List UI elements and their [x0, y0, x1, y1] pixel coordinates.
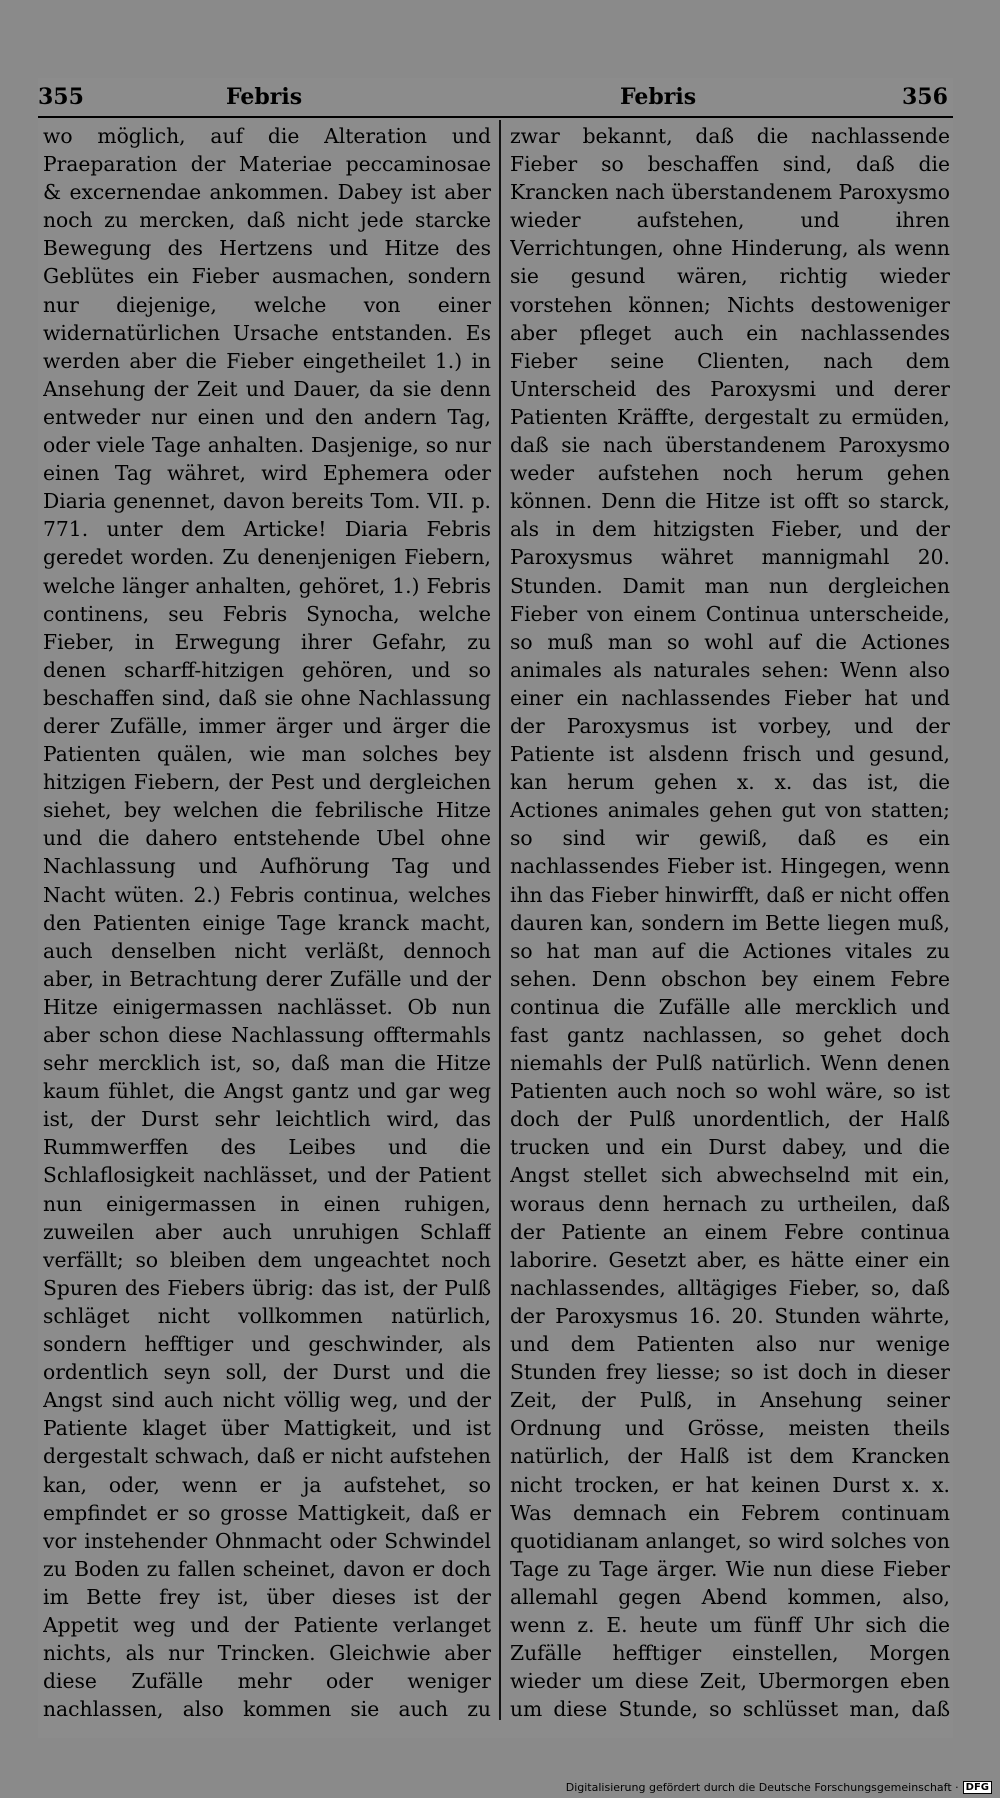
- right-page-number: 356: [902, 84, 948, 110]
- page-header: [38, 84, 953, 114]
- left-page-number: 355: [38, 84, 84, 110]
- dfg-logo: DFG: [963, 1781, 992, 1794]
- left-column-text: wo möglich, auf die Alteration und Praeparation der Materiae peccaminosae & excernendae ankommen. Dabey ist aber noch zu mercken, daß nicht jede starcke Bewegung des Hertzens und Hitze des Geblütes ein Fieber ausmachen, sondern nur diejenige, welche von einer widernatürlichen Ursache entstanden. Es werden aber die Fieber eingetheilet 1.) in Ansehung der Zeit und Dauer, da sie denn entweder nur einen und den andern Tag, oder viele Tage anhalten. Dasjenige, so nur einen Tag währet, wird Ephemera oder Diaria genennet, davon bereits Tom. VII. p. 771. unter dem Articke! Diaria Febris geredet worden. Zu denenjenigen Fiebern, welche länger anhalten, gehöret, 1.) Febris continens, seu Febris Synocha, welche Fieber, in Erwegung ihrer Gefahr, zu denen scharff-hitzigen gehören, und so beschaffen sind, daß sie ohne Nachlassung derer Zufälle, immer ärger und ärger die Patienten quälen, wie man solches bey hitzigen Fiebern, der Pest und dergleichen siehet, bey welchen die febrilische Hitze und die dahero entstehende Ubel ohne Nachlassung und Aufhörung Tag und Nacht wüten. 2.) Febris continua, welches den Patienten einige Tage kranck macht, auch denselben nicht verläßt, dennoch aber, in Betrachtung derer Zufälle und der Hitze einigermassen nachlässet. Ob nun aber schon diese Nachlassung offtermahls sehr mercklich ist, so, daß man die Hitze kaum fühlet, die Angst gantz und gar weg ist, der Durst sehr leichtlich wird, das Rummwerffen des Leibes und die Schlaflosigkeit nachlässet, und der Patient nun einigermassen in einen ruhigen, zuweilen aber auch unruhigen Schlaff verfällt; so bleiben dem ungeachtet noch Spuren des Fiebers übrig: das ist, der Pulß schläget nicht vollkommen natürlich, sondern hefftiger und geschwinder, als ordentlich seyn soll, der Durst und die Angst sind auch nicht völlig weg, und der Patiente klaget über Mattigkeit, und ist dergestalt schwach, daß er nicht aufstehen kan, oder, wenn er ja aufstehet, so empfindet er so grosse Mattigkeit, daß er vor instehender Ohnmacht oder Schwindel zu Boden zu fallen scheinet, davon er doch im Bette frey ist, über dieses ist der Appetit weg und der Patiente verlanget nichts, als nur Trincken. Gleichwie aber diese Zufälle mehr oder weniger nachlassen, also kommen sie auch zu: [43, 124, 491, 1722]
- right-running-title: Febris: [620, 84, 697, 110]
- header-rule: [38, 116, 953, 118]
- right-column: [510, 122, 950, 1722]
- right-column-text: zwar bekannt, daß die nachlassende Fieber so beschaffen sind, daß die Krancken nach überstandenem Paroxysmo wieder aufstehen, und ihren Verrichtungen, ohne Hinderung, als wenn sie gesund wären, richtig wieder vorstehen können; Nichts destoweniger aber pfleget auch ein nachlassendes Fieber seine Clienten, nach dem Unterscheid des Paroxysmi und derer Patienten Kräffte, dergestalt zu ermüden, daß sie nach überstandenem Paroxysmo weder aufstehen noch herum gehen können. Denn die Hitze ist offt so starck, als in dem hitzigsten Fieber, und der Paroxysmus währet mannigmahl 20. Stunden. Damit man nun dergleichen Fieber von einem Continua unterscheide, so muß man so wohl auf die Actiones animales als naturales sehen: Wenn also einer ein nachlassendes Fieber hat und der Paroxysmus ist vorbey, und der Patiente ist alsdenn frisch und gesund, kan herum gehen x. x. das ist, die Actiones animales gehen gut von statten; so sind wir gewiß, daß es ein nachlassendes Fieber ist. Hingegen, wenn ihn das Fieber hinwirfft, daß er nicht offen dauren kan, sondern im Bette liegen muß, so hat man auf die Actiones vitales zu sehen. Denn obschon bey einem Febre continua die Zufälle alle mercklich und fast gantz nachlassen, so gehet doch niemahls der Pulß natürlich. Wenn denen Patienten auch noch so wohl wäre, so ist doch der Pulß unordentlich, der Halß trucken und ein Durst dabey, und die Angst stellet sich abwechselnd mit ein, woraus denn hernach zu urtheilen, daß der Patiente an einem Febre continua laborire. Gesetzt aber, es hätte einer ein nachlassendes, alltägiges Fieber, so, daß der Paroxysmus 16. 20. Stunden währte, und dem Patienten also nur wenige Stunden frey liesse; so ist doch in dieser Zeit, der Pulß, in Ansehung seiner Ordnung und Grösse, meisten theils natürlich, der Halß ist dem Krancken nicht trocken, er hat keinen Durst x. x. Was demnach ein Febrem continuam quotidianam anlanget, so wird solches von Tage zu Tage ärger. Wie nun diese Fieber allemahl gegen Abend kommen, also, wenn z. E. heute um fünff Uhr sich die Zufälle hefftiger einstellen, Morgen wieder um diese Zeit, Ubermorgen eben um diese Stunde, so schlüsset man, daß: [510, 124, 950, 1722]
- left-column: [43, 122, 491, 1722]
- column-divider: [499, 120, 501, 1720]
- left-running-title: Febris: [226, 84, 303, 110]
- scanned-page: [38, 78, 953, 1738]
- footer-credit-text: Digitalisierung gefördert durch die Deutsche Forschungsgemeinschaft ·: [565, 1781, 959, 1794]
- footer-credit: [566, 1781, 992, 1794]
